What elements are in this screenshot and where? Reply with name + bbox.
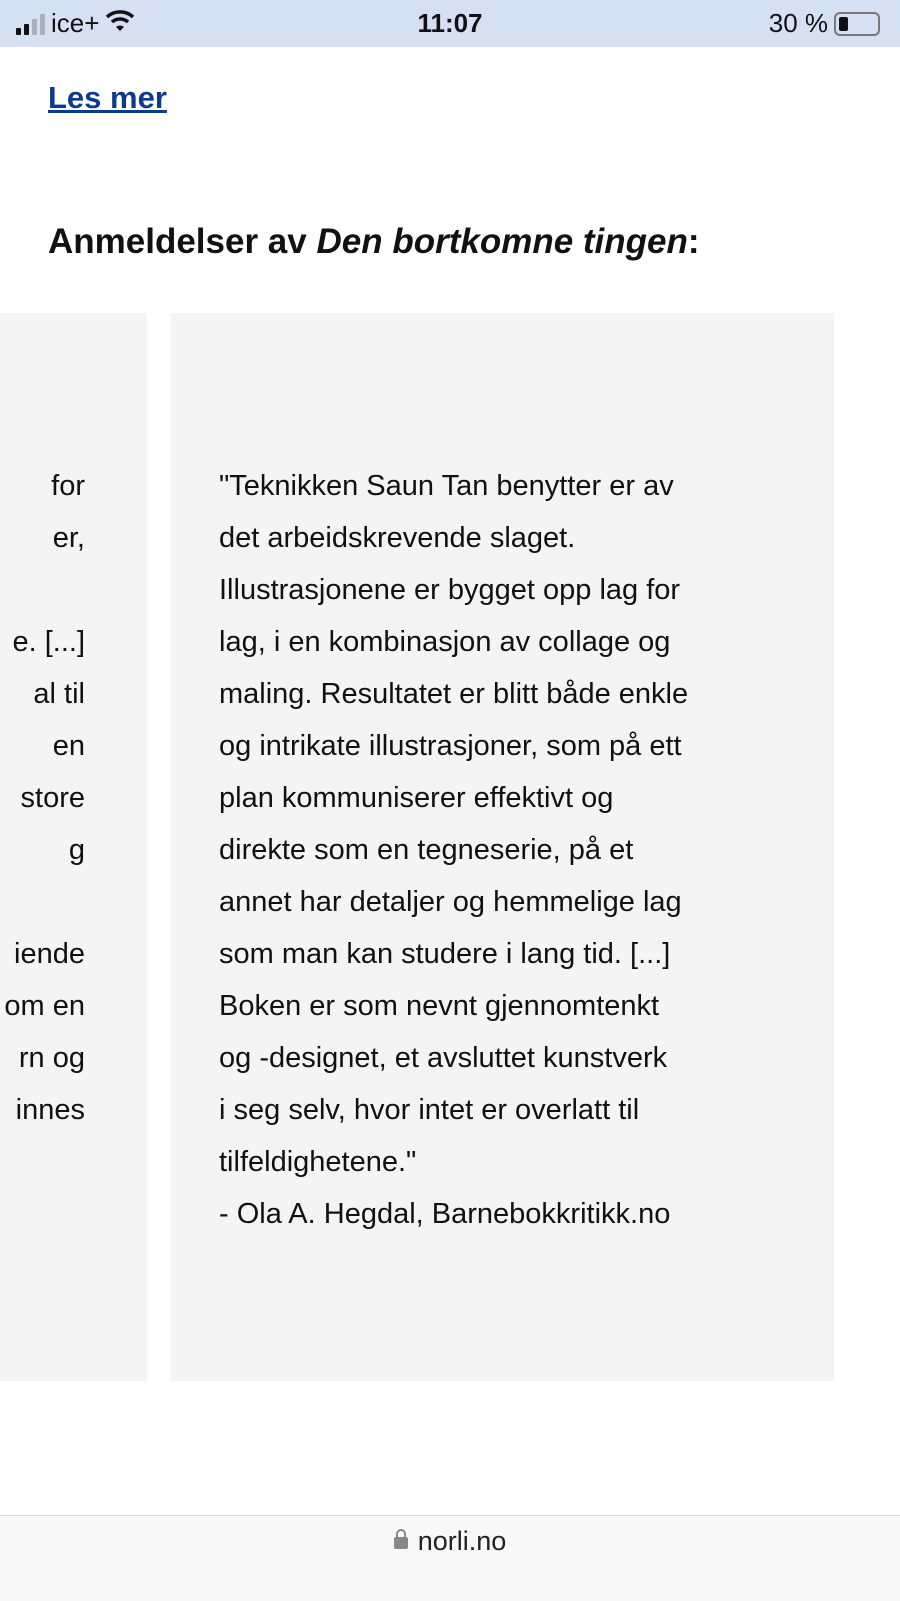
review-card-previous[interactable]: [0, 313, 147, 1381]
review-line: innes: [15, 1094, 85, 1126]
review-line: plan kommuniserer effektivt og: [219, 782, 614, 814]
review-line: i seg selv, hvor intet er overlatt til: [219, 1094, 640, 1126]
review-line: for: [51, 470, 85, 502]
review-text: [4, 460, 85, 1136]
review-line: al til: [33, 678, 85, 710]
clock: 11:07: [417, 8, 483, 38]
browser-address-bar[interactable]: [0, 1515, 900, 1601]
review-line: annet har detaljer og hemmelige lag: [219, 886, 682, 918]
review-line: det arbeidskrevende slaget.: [219, 522, 576, 554]
review-line: Illustrasjonene er bygget opp lag for: [219, 574, 681, 606]
reviews-heading: [48, 222, 700, 262]
review-line: maling. Resultatet er blitt både enkle: [219, 678, 689, 710]
review-line: - Ola A. Hegdal, Barnebokkritikk.no: [219, 1198, 671, 1230]
review-line: og intrikate illustrasjoner, som på ett: [219, 730, 682, 762]
review-line: og -designet, et avsluttet kunstverk: [219, 1042, 668, 1074]
heading-prefix: Anmeldelser av: [48, 222, 317, 261]
status-bar: [0, 0, 900, 47]
review-line: en: [52, 730, 85, 762]
battery-percent: 30 %: [768, 8, 828, 38]
url: norli.no: [417, 1526, 507, 1556]
heading-book-title: Den bortkomne tingen: [316, 222, 688, 261]
review-line: om en: [4, 990, 85, 1022]
read-more-link[interactable]: Les mer: [48, 80, 167, 115]
heading-suffix: :: [687, 222, 700, 261]
review-line: er,: [52, 522, 85, 554]
review-line: g: [68, 834, 85, 866]
review-line: store: [20, 782, 85, 814]
lock-icon: [394, 1537, 408, 1549]
review-line: tilfeldighetene.": [219, 1146, 417, 1178]
review-line: e. [...]: [12, 626, 85, 658]
battery-icon: [834, 12, 880, 36]
review-card-current[interactable]: [171, 313, 834, 1381]
review-line: [4, 564, 85, 616]
review-line: [4, 876, 85, 928]
review-line: "Teknikken Saun Tan benytter er av: [219, 470, 674, 502]
carrier: ice+: [51, 8, 100, 38]
review-line: rn og: [18, 1042, 85, 1074]
review-line: Boken er som nevnt gjennomtenkt: [219, 990, 660, 1022]
review-line: lag, i en kombinasjon av collage og: [219, 626, 671, 658]
review-text: [219, 460, 809, 1240]
review-line: direkte som en tegneserie, på et: [219, 834, 634, 866]
review-line: iende: [14, 938, 85, 970]
review-line: som man kan studere i lang tid. [...]: [219, 938, 671, 970]
